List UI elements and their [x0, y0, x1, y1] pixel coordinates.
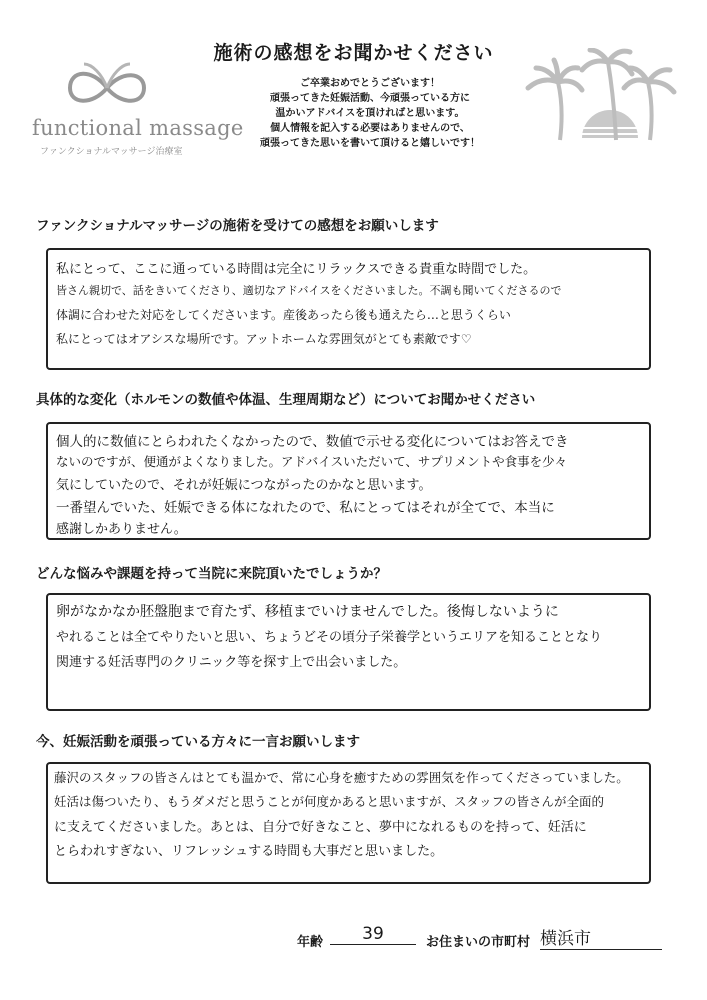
answer-line: 卵がなかなか胚盤胞まで育たず、移植までいけませんでした。後悔しないように — [56, 604, 559, 620]
infinity-logo-icon — [62, 60, 152, 116]
logo-subtitle: ファンクショナルマッサージ治療室 — [40, 147, 183, 157]
answer-line: 皆さん親切で、話をきいてくださり、適切なアドバイスをくださいました。不調も聞いてくださるので — [56, 284, 562, 297]
question-2: 具体的な変化（ホルモンの数値や体温、生理周期など）についてお聞かせください — [36, 392, 536, 408]
answer-line: 関連する妊活専門のクリニック等を探す上で出会いました。 — [56, 655, 407, 670]
question-1: ファンクショナルマッサージの施術を受けての感想をお願いします — [36, 218, 439, 234]
intro-line: 個人情報を記入する必要はありませんので、 — [270, 123, 470, 134]
answer-line: ないのですが、便通がよくなりました。アドバイスいただいて、サプリメントや食事を少々 — [56, 454, 568, 469]
answer-line: 藤沢のスタッフの皆さんはとても温かで、常に心身を癒すための雰囲気を作ってくださっていました。 — [54, 770, 629, 785]
answer-box-2 — [46, 422, 651, 540]
answer-line: に支えてくださいました。あとは、自分で好きなこと、夢中になれるものを持って、妊活に — [54, 820, 587, 835]
answer-line: 体調に合わせた対応をしてくださいます。産後あったら後も通えたら…と思うくらい — [56, 308, 511, 322]
page-title: 施術の感想をお聞かせください — [213, 42, 494, 64]
logo-text: functional massage — [32, 116, 244, 140]
question-4: 今、妊娠活動を頑張っている方々に一言お願いします — [36, 734, 360, 750]
answer-box-4 — [46, 762, 651, 884]
answer-line: 感謝しかありません。 — [56, 522, 187, 537]
answer-line: 私にとって、ここに通っている時間は完全にリラックスできる貴重な時間でした。 — [56, 262, 537, 277]
answer-line: 個人的に数値にとらわれたくなかったので、数値で示せる変化についてはお答えでき — [56, 434, 569, 450]
answer-line: やれることは全てやりたいと思い、ちょうどその頃分子栄養学というエリアを知ることとなり — [56, 630, 603, 645]
question-3: どんな悩みや課題を持って当院に来院頂いたでしょうか？ — [36, 566, 387, 582]
palm-tree-sunset-icon — [520, 48, 680, 148]
city-value: 横浜市 — [540, 924, 662, 950]
age-label: 年齢 — [297, 935, 324, 950]
intro-line: 頑張ってきた思いを書いて頂けると嬉しいです！ — [260, 138, 480, 149]
age-value: 39 — [330, 924, 416, 945]
answer-box-3 — [46, 593, 651, 711]
answer-line: 妊活は傷ついたり、もうダメだと思うことが何度かあると思いますが、スタッフの皆さんが全面的 — [54, 794, 605, 809]
answer-line: 気にしていたので、それが妊娠につながったのかなと思います。 — [56, 478, 432, 493]
answer-line: 私にとってはオアシスな場所です。アットホームな雰囲気がとても素敵です♡ — [56, 332, 472, 346]
intro-message — [215, 76, 525, 151]
city-label: お住まいの市町村 — [426, 935, 531, 950]
answer-line: とらわれすぎない、リフレッシュする時間も大事だと思いました。 — [54, 844, 444, 859]
intro-line: 温かいアドバイスを頂ければと思います。 — [275, 108, 465, 119]
intro-line: 頑張ってきた妊娠活動、今頑張っている方に — [270, 93, 470, 104]
answer-line: 一番望んでいた、妊娠できる体になれたので、私にとってはそれが全てで、本当に — [56, 500, 555, 516]
answer-box-1 — [46, 248, 651, 370]
intro-line: ご卒業おめでとうございます！ — [300, 78, 440, 89]
